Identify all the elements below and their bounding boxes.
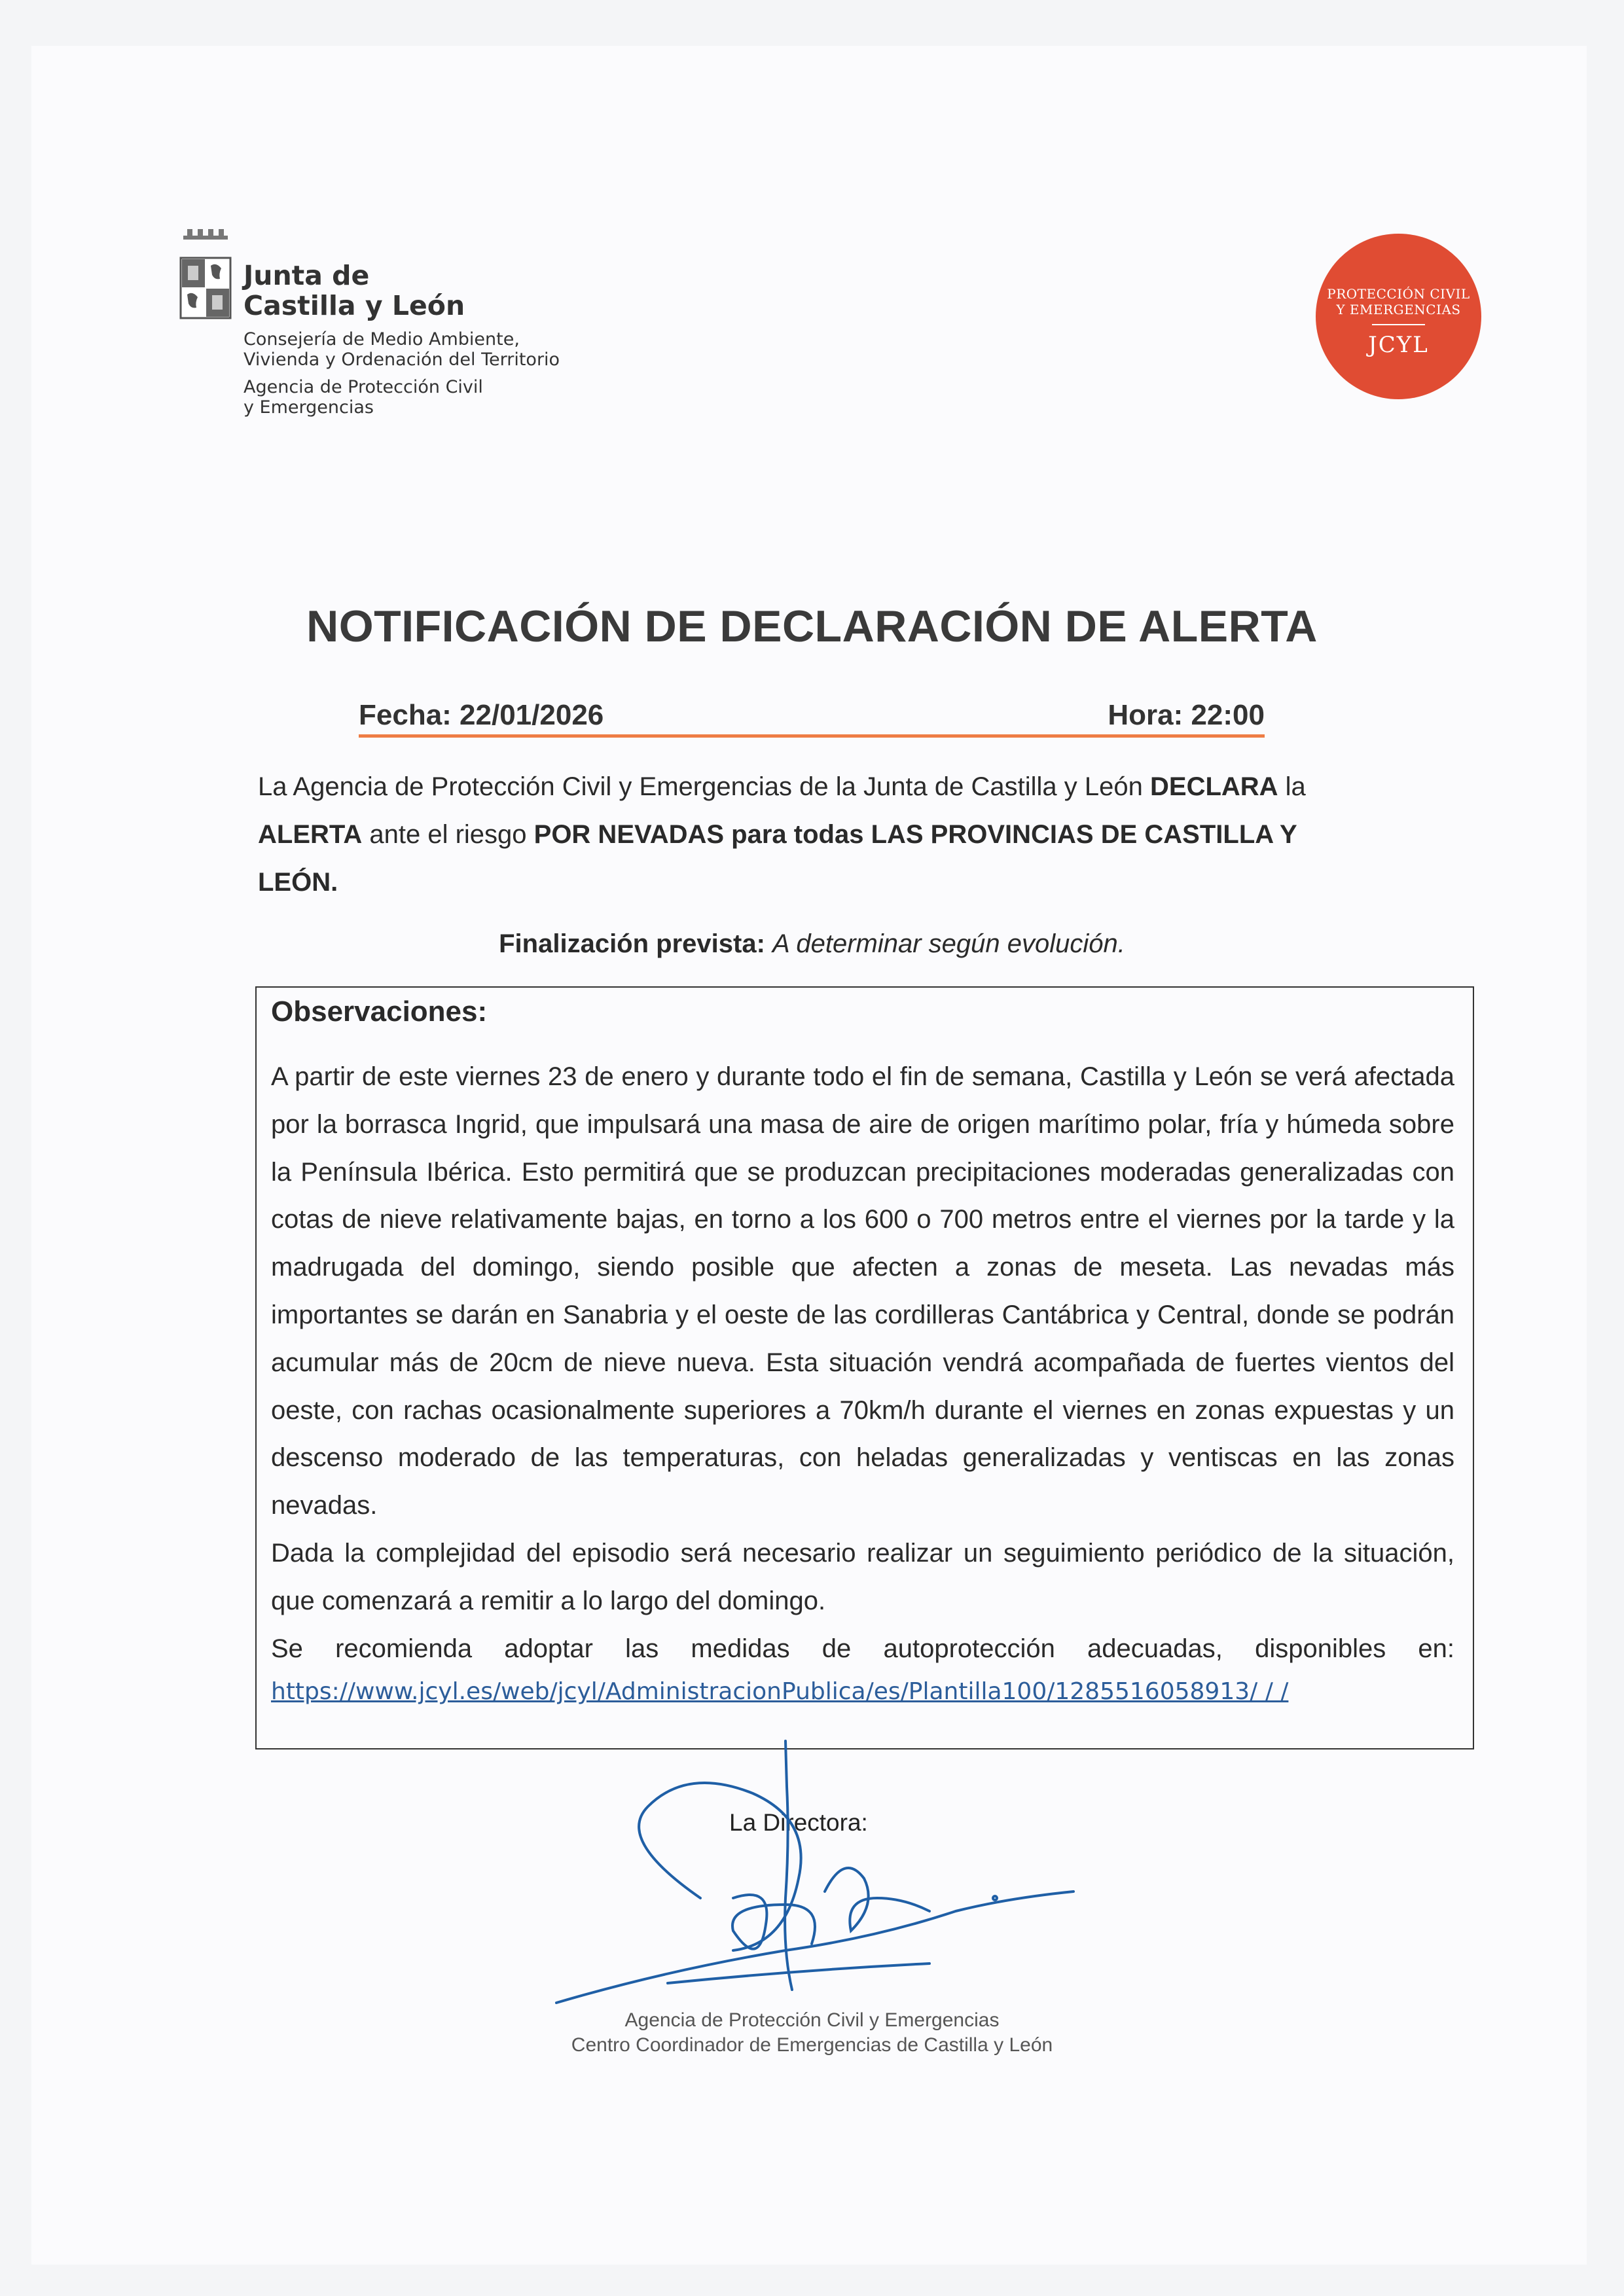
coat-of-arms-icon [178,229,233,321]
footer-line2: Centro Coordinador de Emergencias de Castilla y León [571,2034,1053,2056]
observations-paragraph3: Se recomienda adoptar las medidas de autoprotección adecuadas, disponibles en: [271,1634,1454,1663]
footer-line1: Agencia de Protección Civil y Emergencias [624,2009,1000,2031]
org-name-line2: Castilla y León [244,290,465,321]
observations-title: Observaciones: [271,996,488,1028]
civil-protection-badge [1316,234,1481,399]
declaration-part1: La Agencia de Protección Civil y Emergencias de la Junta de Castilla y León [258,772,1150,801]
date-time-line [359,699,1265,738]
finalization-value: A determinar según evolución. [772,929,1125,958]
declaration-bold1: DECLARA [1150,772,1278,801]
department-name [244,329,560,370]
org-name-line1: Junta de [244,260,370,291]
department-line1: Consejería de Medio Ambiente, [244,329,520,350]
signature-label: La Directora: [729,1809,868,1836]
badge-text [1316,286,1481,317]
declaration-bold2: ALERTA [258,820,363,849]
declaration-text [258,763,1377,906]
agency-name [244,377,483,418]
page-title: NOTIFICACIÓN DE DECLARACIÓN DE ALERTA [306,601,1318,651]
signature-footer [0,2008,1624,2058]
badge-divider [1372,324,1425,325]
observations-box [255,986,1474,1749]
badge-line2: Y EMERGENCIAS [1336,302,1461,317]
agency-line2: y Emergencias [244,397,374,418]
observations-paragraph1: A partir de este viernes 23 de enero y durante todo el fin de semana, Castilla y León se verá afectada por la borrasca Ingrid, que impulsará una masa de aire de origen marítimo polar, fría y húmeda sobre la Península Ibérica. Esto permitirá que se produzcan precipitaciones moderadas generalizadas con cotas de nieve relativamente bajas, en torno a los 600 o 700 metros entre el viernes por la tarde y la madrugada del domingo, siendo posible que afecten a zonas de meseta. Las nevadas más importantes se darán en Sanabria y el oeste de las cordilleras Cantábrica y Central, donde se podrán acumular más de 20cm de nieve nueva. Esta situación vendrá acompañada de fuertes vientos del oeste, con rachas ocasionalmente superiores a 70km/h durante el viernes en zonas expuestas y un descenso moderado de las temperaturas, con heladas generalizadas y ventiscas en las zonas nevadas. [271,1062,1454,1520]
time-field: Hora: 22:00 [1108,699,1265,731]
declaration-part3: ante el riesgo [362,820,534,849]
observations-paragraph2: Dada la complejidad del episodio será necesario realizar un seguimiento periódico de la situación, que comenzará a remitir a lo largo del domingo. [271,1538,1454,1615]
department-line2: Vivienda y Ordenación del Territorio [244,350,560,370]
finalization-label: Finalización prevista: [499,929,765,958]
observations-text [271,1053,1454,1712]
declaration-part2: la [1278,772,1306,801]
badge-line3: JCYL [1368,332,1429,358]
date-field: Fecha: 22/01/2026 [359,699,604,731]
handwritten-signature [537,1734,1093,2022]
self-protection-link[interactable]: https://www.jcyl.es/web/jcyl/AdministracionPublica/es/Plantilla100/1285516058913/ / / [271,1678,1289,1706]
agency-line1: Agencia de Protección Civil [244,377,483,397]
badge-line1: PROTECCIÓN CIVIL [1327,286,1470,302]
finalization-line [0,929,1624,959]
declaration-bold3: POR NEVADAS para todas LAS PROVINCIAS DE CASTILLA Y LEÓN. [258,820,1297,897]
org-name [244,260,465,321]
